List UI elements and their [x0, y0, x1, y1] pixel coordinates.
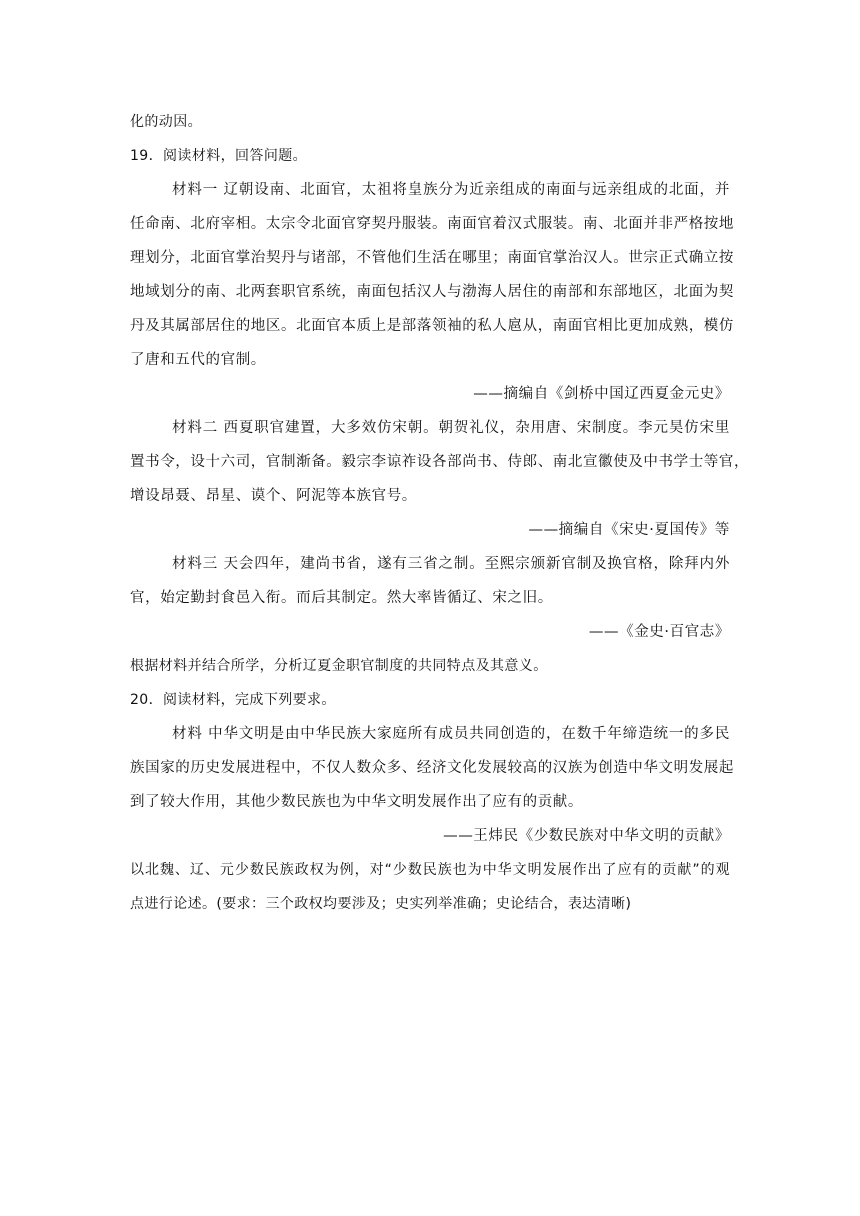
material-1-line: 材料一 辽朝设南、北面官，太祖将皇族分为近亲组成的南面与远亲组成的北面，并	[172, 182, 730, 198]
material-2-line: 增设昂聂、昂星、谟个、阿泥等本族官号。	[130, 488, 417, 504]
source-citation: ——王炜民《少数民族对中华文明的贡献》	[443, 828, 730, 844]
text-line: 化的动因。	[130, 114, 202, 130]
material-3-line: 官，始定勤封食邑入衔。而后其制定。然大率皆循辽、宋之旧。	[130, 590, 553, 606]
material-2-line: 置书令，设十六司，官制渐备。毅宗李谅祚设各部尚书、侍郎、南北宣徽使及中书学士等官，	[130, 454, 750, 470]
material-1-line: 任命南、北府宰相。太宗令北面官穿契丹服装。南面官着汉式服装。南、北面并非严格按地	[130, 216, 734, 232]
material-line: 材料 中华文明是由中华民族大家庭所有成员共同创造的，在数千年缔造统一的多民	[172, 726, 730, 742]
question-19-heading: 19．阅读材料，回答问题。	[130, 148, 308, 164]
material-1-line: 地域划分的南、北两套职官系统，南面包括汉人与渤海人居住的南部和东部地区，北面为契	[130, 284, 734, 300]
question-20-prompt: 以北魏、辽、元少数民族政权为例，对“少数民族也为中华文明发展作出了应有的贡献”的观	[130, 862, 730, 878]
question-19-prompt: 根据材料并结合所学，分析辽夏金职官制度的共同特点及其意义。	[130, 658, 548, 674]
material-3-line: 材料三 天会四年，建尚书省，遂有三省之制。至熙宗颁新官制及换官格，除拜内外	[172, 556, 730, 572]
material-2-line: 材料二 西夏职官建置，大多效仿宋朝。朝贺礼仪，杂用唐、宋制度。李元昊仿宋里	[172, 420, 730, 436]
question-20-prompt: 点进行论述。(要求：三个政权均要涉及；史实列举准确；史论结合，表达清晰)	[130, 896, 632, 912]
material-line: 族国家的历史发展进程中，不仅人数众多、经济文化发展较高的汉族为创造中华文明发展起	[130, 760, 734, 776]
source-citation: ——摘编自《剑桥中国辽西夏金元史》	[473, 386, 730, 402]
material-1-line: 丹及其属部居住的地区。北面官本质上是部落领袖的私人扈从，南面官相比更加成熟，模仿	[130, 318, 734, 334]
question-20-heading: 20．阅读材料，完成下列要求。	[130, 692, 336, 708]
source-citation: ——《金史·百官志》	[588, 624, 730, 640]
material-1-line: 理划分，北面官掌治契丹与诸部，不管他们生活在哪里；南面官掌治汉人。世宗正式确立按	[130, 250, 734, 266]
material-1-line: 了唐和五代的官制。	[130, 352, 266, 368]
source-citation: ——摘编自《宋史·夏国传》等	[528, 522, 730, 538]
material-line: 到了较大作用，其他少数民族也为中华文明发展作出了应有的贡献。	[130, 794, 583, 810]
